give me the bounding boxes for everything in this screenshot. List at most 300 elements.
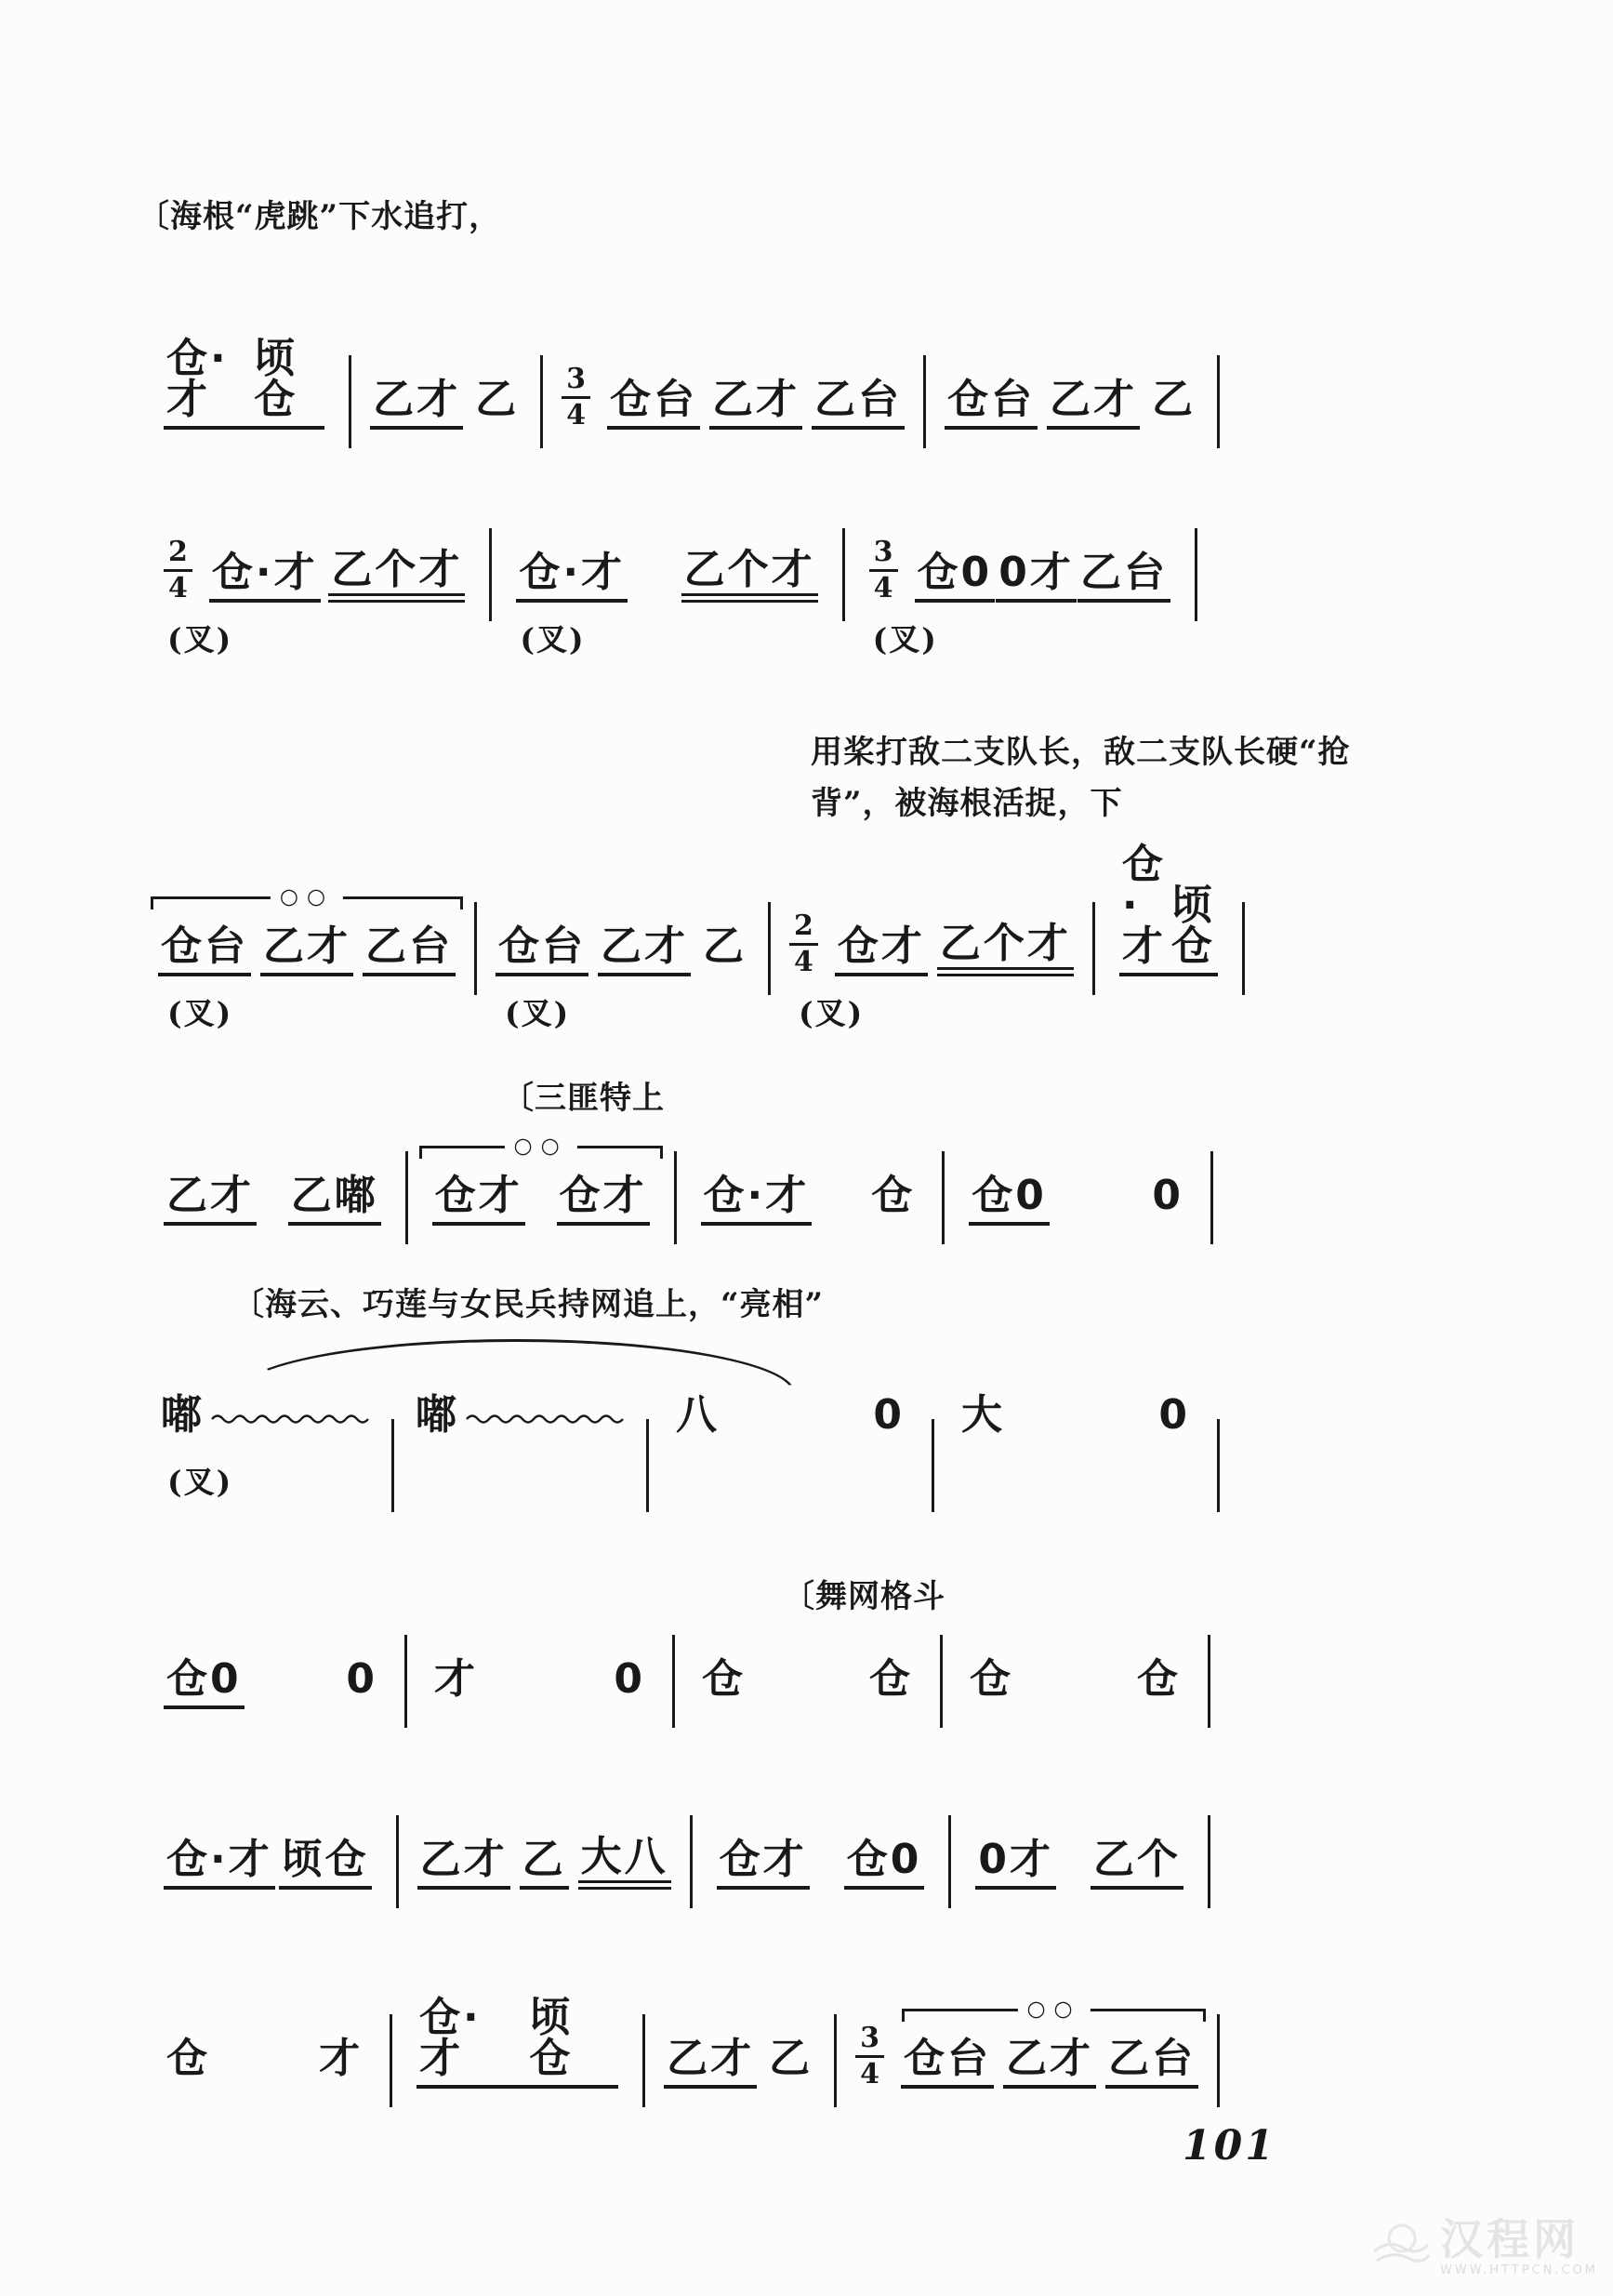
note-text: 仓 — [970, 1655, 1013, 1703]
note-group — [945, 376, 1038, 430]
note-group — [844, 1836, 925, 1890]
note-group — [996, 549, 1077, 603]
note-group — [431, 1655, 481, 1709]
barline — [1217, 355, 1220, 448]
note-text: 仓台 — [904, 2035, 991, 2082]
note-group — [328, 546, 465, 603]
note-text: 仓·才 — [703, 1172, 810, 1219]
beat-row — [351, 365, 540, 430]
stage-direction-line: 〔舞网格斗 — [783, 1578, 945, 1615]
measure — [139, 1825, 396, 1890]
repeat-circles: ○○ — [1017, 1999, 1090, 2021]
cymbal-mark: (叉) — [167, 621, 233, 657]
beat-groups — [945, 376, 1198, 430]
bracket-row — [945, 1127, 1210, 1161]
beat-groups — [975, 1836, 1183, 1890]
note-group — [472, 376, 522, 430]
measure — [139, 1644, 404, 1709]
note-group — [700, 922, 749, 976]
time-sig-numerator: 2 — [789, 911, 818, 946]
time-sig-numerator: 3 — [855, 2024, 884, 2058]
beat-groups — [673, 1391, 907, 1445]
beat-groups — [370, 376, 522, 430]
watermark-site-url: WWW.HTTPCN.COM — [1440, 2263, 1598, 2277]
note-text: 乙台 — [814, 376, 902, 423]
below-row — [649, 1445, 932, 1505]
time-sig-numerator: 2 — [164, 538, 192, 572]
note-group — [717, 1836, 810, 1890]
note-text: 仓0 — [972, 1172, 1047, 1219]
note-text: 乙 — [522, 1836, 566, 1883]
barline — [1195, 528, 1197, 621]
note-group — [370, 376, 463, 430]
beat-groups — [164, 335, 324, 430]
note-text: 乙 — [1152, 376, 1196, 423]
measure — [492, 538, 841, 662]
note-group — [416, 1994, 526, 2089]
note-text: 仓台 — [498, 922, 586, 970]
note-group — [1078, 549, 1170, 603]
measure — [693, 1825, 949, 1890]
stage-direction — [502, 1073, 665, 1124]
below-row — [771, 976, 1092, 1036]
note-group — [1105, 2035, 1198, 2089]
beat-row — [543, 365, 923, 430]
beat-row — [492, 538, 841, 603]
measure — [677, 1127, 943, 1226]
cymbal-mark: (叉) — [167, 995, 233, 1031]
beat-groups — [164, 2035, 365, 2089]
repeat-bracket — [151, 884, 463, 911]
page-number: 101 — [1183, 2122, 1276, 2170]
note-group — [164, 335, 251, 430]
beat-row — [693, 1825, 949, 1890]
music-line — [139, 841, 1215, 1036]
below-row — [477, 976, 768, 1036]
note-group — [158, 1391, 373, 1445]
note-text: 仓才 — [719, 1836, 807, 1883]
watermark-site-name: 汉程网 — [1440, 2214, 1580, 2265]
music-line — [139, 335, 1220, 448]
measure — [392, 1990, 642, 2089]
stage-direction — [811, 727, 1351, 829]
note-group — [557, 1172, 650, 1226]
wavy-line-icon — [210, 1412, 370, 1425]
beat-row — [934, 1380, 1217, 1445]
note-group — [866, 1655, 916, 1709]
note-group — [967, 1655, 1016, 1709]
note-group — [1134, 1655, 1183, 1709]
measure — [477, 878, 768, 1036]
note-text: 仓 — [166, 2035, 210, 2082]
music-line — [139, 1332, 1220, 1512]
note-text: 乙个才 — [683, 546, 815, 593]
beat-row — [677, 1161, 943, 1226]
bracket-row — [771, 878, 1092, 911]
measure — [139, 878, 474, 1036]
music-line — [139, 1127, 1213, 1244]
measure — [407, 1644, 672, 1709]
cymbal-mark: (叉) — [167, 1464, 233, 1500]
beat-row — [845, 538, 1195, 603]
slur-arc — [237, 1339, 795, 1393]
note-text: 仓0 — [917, 549, 993, 596]
music-line — [139, 1990, 1220, 2107]
note-group — [432, 1172, 525, 1226]
beat-groups — [431, 1655, 648, 1709]
note-group — [1149, 376, 1198, 430]
note-text: 乙才 — [1006, 2035, 1093, 2082]
note-text: 顷仓 — [281, 1836, 369, 1883]
beat-groups — [164, 1836, 372, 1890]
note-group — [417, 1836, 510, 1890]
note-group — [516, 549, 628, 603]
beat-row — [399, 1825, 690, 1890]
below-row — [934, 1445, 1217, 1505]
note-text: 0 — [1152, 1172, 1183, 1219]
barline — [1217, 1419, 1220, 1512]
note-text: 嘟 — [416, 1391, 459, 1439]
note-text: 乙才 — [667, 2035, 755, 2082]
note-group — [699, 1655, 748, 1709]
measure — [771, 878, 1092, 1036]
note-group — [526, 1994, 618, 2089]
note-text: 仓·才 — [166, 1836, 272, 1883]
bracket-row — [677, 1127, 943, 1161]
stage-direction-line: 〔海根“虎跳”下水追打， — [138, 198, 502, 235]
cymbal-mark: (叉) — [505, 995, 571, 1031]
measure — [394, 1380, 646, 1505]
beat-groups — [717, 1836, 925, 1890]
stage-direction-line: 用桨打敌二支队长，敌二支队长硬“抢 — [811, 734, 1351, 771]
beat-groups — [1119, 841, 1218, 976]
bracket-row — [139, 878, 474, 911]
note-group — [413, 1391, 628, 1445]
beat-row — [408, 1161, 674, 1226]
barline — [1242, 902, 1245, 995]
note-group — [766, 2035, 815, 2089]
bracket-row — [139, 1127, 405, 1161]
note-group — [975, 1836, 1056, 1890]
repeat-circles: ○○ — [271, 887, 343, 909]
note-text: 顷仓 — [254, 335, 298, 423]
watermark — [1369, 2214, 1598, 2279]
note-group — [709, 376, 802, 430]
note-group — [279, 1836, 372, 1890]
music-line — [139, 1825, 1210, 1908]
note-text: 乙才 — [263, 922, 350, 970]
note-text: 才 — [319, 2035, 364, 2082]
note-group — [969, 1172, 1050, 1226]
note-text: 顷仓 — [529, 1994, 574, 2082]
measure — [649, 1380, 932, 1505]
note-text: 嘟 — [161, 1391, 205, 1439]
beat-row — [139, 2024, 390, 2089]
note-text: 乙才 — [373, 376, 461, 423]
note-group — [363, 922, 456, 976]
note-group — [607, 376, 700, 430]
note-group — [598, 922, 691, 976]
measure — [945, 1127, 1210, 1226]
time-signature — [869, 538, 898, 603]
note-group — [1149, 1172, 1186, 1226]
note-text: 乙才 — [712, 376, 800, 423]
time-signature — [562, 365, 590, 430]
beat-row — [837, 2024, 1217, 2089]
time-sig-denominator: 4 — [168, 571, 188, 604]
note-text: 乙个才 — [939, 920, 1071, 967]
beat-row — [139, 1825, 396, 1890]
note-group — [164, 1655, 245, 1709]
note-text: 仓才 — [434, 1172, 522, 1219]
note-text: 乙才 — [1050, 376, 1137, 423]
stage-direction-line: 〔海云、巧莲与女民兵持网追上，“亮相” — [232, 1286, 825, 1323]
note-text: 大 — [961, 1391, 1005, 1439]
beat-row — [139, 1161, 405, 1226]
measure — [943, 1644, 1208, 1709]
beat-row — [951, 1825, 1208, 1890]
stage-direction — [232, 1280, 824, 1331]
note-group — [664, 2035, 757, 2089]
bracket-row — [139, 1990, 390, 2024]
beat-row — [139, 335, 349, 430]
note-group — [164, 1172, 257, 1226]
measure — [926, 365, 1217, 430]
measure — [845, 538, 1195, 662]
measure — [139, 1127, 405, 1226]
beat-row — [926, 365, 1217, 430]
below-row — [1095, 976, 1242, 1036]
note-text: 0 — [873, 1391, 905, 1439]
beat-groups — [496, 922, 749, 976]
beat-groups — [417, 1833, 671, 1890]
beat-groups — [901, 2035, 1198, 2089]
note-group — [209, 549, 321, 603]
stage-direction-line: 背”，被海根活捉，下 — [811, 785, 1123, 823]
time-sig-denominator: 4 — [794, 945, 813, 978]
note-group — [835, 922, 928, 976]
note-group — [260, 922, 353, 976]
note-text: 仓·才 — [211, 549, 318, 596]
note-text: 乙 — [475, 376, 520, 423]
measure — [139, 538, 489, 662]
note-group — [812, 376, 905, 430]
below-row — [394, 1445, 646, 1505]
measure — [139, 335, 349, 430]
note-text: 乙台 — [1108, 2035, 1196, 2082]
beat-groups — [209, 546, 465, 603]
note-group — [959, 1391, 1008, 1445]
measure — [837, 1990, 1217, 2089]
beat-groups — [516, 546, 817, 603]
watermark-logo-icon — [1369, 2214, 1431, 2279]
beat-row — [477, 911, 768, 976]
note-text: 仓·才 — [166, 335, 229, 423]
note-text: 乙才 — [601, 922, 688, 970]
note-group — [1091, 1836, 1183, 1890]
beat-groups — [967, 1655, 1183, 1709]
bracket-row — [837, 1990, 1217, 2024]
below-row — [139, 603, 489, 662]
note-group — [496, 922, 588, 976]
stage-direction — [138, 192, 501, 243]
note-text: 顷仓 — [1170, 882, 1215, 970]
note-group — [870, 1391, 907, 1445]
note-text: 仓·才 — [419, 1994, 482, 2082]
note-group — [701, 1172, 813, 1226]
time-signature — [164, 538, 192, 603]
note-text: 乙 — [769, 2035, 813, 2082]
beat-groups — [158, 922, 456, 976]
measure — [1095, 841, 1242, 1036]
measure — [399, 1825, 690, 1890]
time-sig-numerator: 3 — [869, 538, 898, 572]
note-group — [937, 920, 1074, 976]
time-sig-denominator: 4 — [860, 2057, 879, 2090]
note-group — [164, 2035, 213, 2089]
measure — [951, 1825, 1208, 1890]
stage-direction-line: 〔三匪特上 — [502, 1080, 665, 1117]
note-text: 0 — [346, 1655, 377, 1703]
beat-groups — [607, 376, 905, 430]
note-group — [1047, 376, 1140, 430]
time-signature — [789, 911, 818, 976]
note-text: 乙才 — [166, 1172, 254, 1219]
beat-row — [392, 1994, 642, 2089]
note-group — [520, 1836, 569, 1890]
note-text: 仓台 — [161, 922, 248, 970]
bracket-row — [408, 1127, 674, 1161]
bracket-row — [645, 1990, 834, 2024]
note-text: 仓0 — [166, 1655, 242, 1703]
repeat-bracket — [902, 1997, 1206, 2024]
note-text: 0才 — [978, 1836, 1053, 1883]
measure — [934, 1380, 1217, 1505]
note-text: 0才 — [998, 549, 1074, 596]
beat-row — [675, 1644, 940, 1709]
bracket-row — [477, 878, 768, 911]
music-line — [139, 1644, 1210, 1728]
beat-row — [943, 1644, 1208, 1709]
beat-groups — [699, 1655, 916, 1709]
note-group — [611, 1655, 648, 1709]
note-text: 乙个 — [1093, 1836, 1182, 1883]
beat-row — [139, 911, 474, 976]
note-text: 仓·才 — [1121, 841, 1166, 970]
note-text: 仓 — [702, 1655, 746, 1703]
note-text: 0 — [1158, 1391, 1190, 1439]
wavy-line-icon — [465, 1412, 625, 1425]
note-text: 仓0 — [846, 1836, 922, 1883]
note-group — [343, 1655, 380, 1709]
note-group — [251, 335, 324, 430]
beat-groups — [413, 1391, 628, 1445]
cymbal-mark: (叉) — [799, 995, 865, 1031]
beat-row — [407, 1644, 672, 1709]
note-text: 乙 — [703, 922, 747, 970]
beat-row — [139, 538, 489, 603]
beat-row — [945, 1161, 1210, 1226]
note-text: 乙台 — [1079, 549, 1168, 596]
note-group — [578, 1833, 671, 1890]
time-sig-numerator: 3 — [562, 365, 590, 399]
note-text: 乙台 — [365, 922, 453, 970]
below-row — [139, 976, 474, 1036]
note-text: 仓 — [869, 1655, 913, 1703]
beat-groups — [164, 1655, 380, 1709]
beat-groups — [959, 1391, 1193, 1445]
repeat-circles: ○○ — [505, 1136, 577, 1158]
barline — [1210, 1151, 1213, 1244]
note-text: 乙个才 — [331, 546, 463, 593]
measure — [408, 1127, 674, 1226]
measure — [543, 365, 923, 430]
note-group — [1119, 841, 1169, 976]
time-sig-denominator: 4 — [566, 398, 586, 431]
note-text: 仓才 — [559, 1172, 647, 1219]
note-group — [316, 2035, 365, 2089]
beat-groups — [416, 1994, 618, 2089]
note-text: 大八 — [580, 1833, 668, 1880]
measure — [351, 365, 540, 430]
beat-groups — [432, 1172, 650, 1226]
repeat-bracket — [419, 1134, 663, 1161]
note-group — [158, 922, 251, 976]
note-text: 八 — [676, 1391, 720, 1439]
measure — [645, 1990, 834, 2089]
measure — [139, 1380, 391, 1505]
below-row — [845, 603, 1195, 662]
note-group — [1169, 882, 1218, 976]
note-text: 乙嘟 — [290, 1172, 378, 1219]
note-text: 仓台 — [610, 376, 697, 423]
time-sig-denominator: 4 — [873, 571, 893, 604]
beat-groups — [835, 920, 1074, 976]
note-group — [1156, 1391, 1193, 1445]
note-text: 仓 — [1137, 1655, 1181, 1703]
note-group — [681, 546, 818, 603]
below-row — [492, 603, 841, 662]
note-group — [164, 1836, 275, 1890]
note-group — [868, 1172, 918, 1226]
note-group — [901, 2035, 994, 2089]
beat-row — [139, 1644, 404, 1709]
music-line — [139, 538, 1197, 662]
note-text: 乙才 — [419, 1836, 508, 1883]
stage-direction — [783, 1572, 945, 1623]
beat-row — [771, 911, 1092, 976]
beat-groups — [915, 549, 1170, 603]
note-group — [673, 1391, 722, 1445]
beat-groups — [701, 1172, 919, 1226]
cymbal-mark: (叉) — [872, 621, 938, 657]
beat-groups — [158, 1391, 373, 1445]
time-signature — [855, 2024, 884, 2089]
note-group — [288, 1172, 381, 1226]
beat-groups — [969, 1172, 1186, 1226]
beat-groups — [164, 1172, 381, 1226]
beat-row — [645, 2024, 834, 2089]
note-text: 仓台 — [947, 376, 1035, 423]
beat-row — [1095, 841, 1242, 976]
note-text: 才 — [434, 1655, 478, 1703]
measure — [675, 1644, 940, 1709]
note-text: 仓·才 — [519, 549, 626, 596]
note-text: 仓才 — [837, 922, 925, 970]
beat-groups — [664, 2035, 815, 2089]
below-row — [139, 1445, 391, 1505]
cymbal-mark: (叉) — [520, 621, 586, 657]
